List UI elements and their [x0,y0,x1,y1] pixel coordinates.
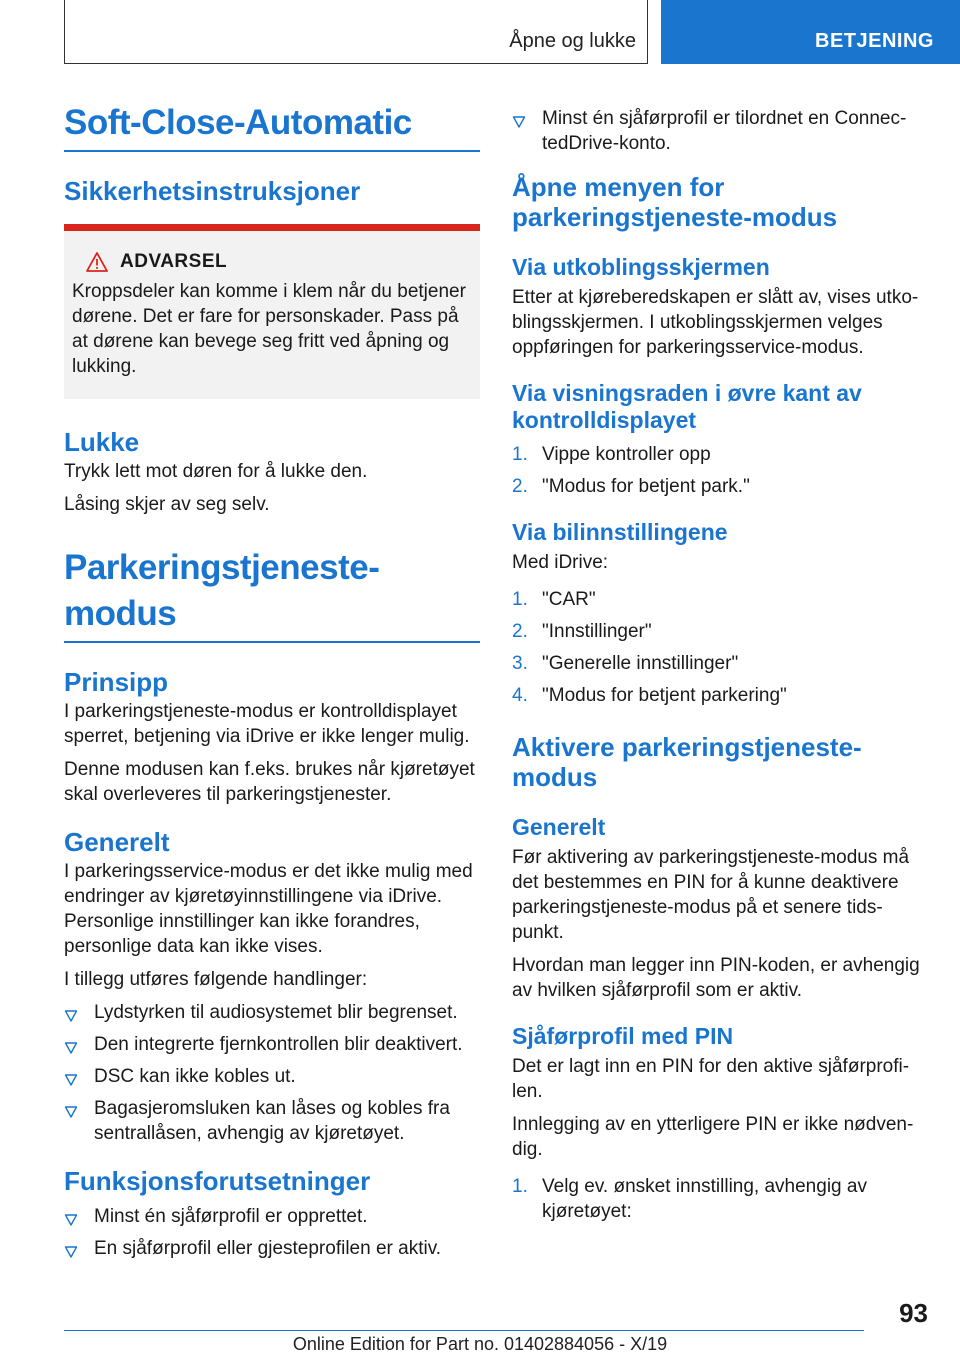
page-number: 93 [899,1298,928,1328]
warning-triangle-icon [86,252,108,272]
principle-paragraph-1: I parkeringstjeneste-modus er kontrolldisplayet sperret, betjening via iDrive er ikke lenger mulig. [64,701,470,747]
list-item [512,442,920,467]
principle-paragraph-2: Denne modusen kan f.eks. brukes når kjøretøyet skal overleveres til parkeringstjenester. [64,759,475,805]
step-number: 3. [512,653,528,674]
list-item [512,683,920,708]
activate-paragraph-1: Før aktivering av parkeringstjeneste-modus må det bestemmes en PIN for å kunne deaktivere parkeringstjeneste-modus på et senere tidspunkt. [512,847,910,943]
list-item-text: Den integrerte fjernkontrollen blir deaktivert. [94,1034,463,1055]
list-item-text: Minst én sjåførprofil er tilordnet en ConnectedDrive-konto. [542,108,907,154]
warning-title: ADVARSEL [120,251,228,272]
close-paragraph-1: Trykk lett mot døren for å lukke den. [64,461,368,482]
heading-via-shutdown: Via utkoblingsskjermen [512,254,770,280]
list-item [64,1236,480,1261]
heading-general-right: Generelt [512,814,606,840]
bullet-triangle-icon [64,1005,78,1019]
general-paragraph-1: I parkeringsservice-modus er det ikke mulig med endringer av kjøretøyinnstillingene via iDrive. Personlige innstillinger kan ikke forandres, personlige data kan ikke vises. [64,861,473,957]
heading-rule [64,641,480,643]
list-item [512,651,920,676]
list-item [512,474,920,499]
chapter-tab-label: BETJENING [815,30,934,52]
general-paragraph-2: I tillegg utføres følgende handlinger: [64,969,368,990]
list-item-text: "Modus for betjent park." [542,476,750,497]
pin-paragraph-2: Innlegging av en ytterligere PIN er ikke nødvendig. [512,1114,914,1160]
list-item [512,587,920,612]
step-number: 4. [512,685,528,706]
list-item [512,1174,920,1224]
footer-edition: Online Edition for Part no. 01402884056 - X/19 [292,1334,668,1354]
heading-close: Lukke [64,427,140,457]
bullet-triangle-icon [512,111,526,125]
list-item [64,1000,480,1025]
left-column [64,100,480,1261]
bullet-triangle-icon [64,1069,78,1083]
heading-via-settings: Via bilinnstillingene [512,519,728,545]
list-item-text: Bagasjeromsluken kan låses og kobles fra sentrallåsen, avhengig av kjøretøyet. [94,1098,450,1144]
list-item-text: "Modus for betjent parkering" [542,685,787,706]
settings-paragraph: Med iDrive: [512,552,609,573]
list-item [64,1204,480,1229]
general-list [64,1000,480,1146]
list-item-text: Lydstyrken til audiosystemet blir begrenset. [94,1002,458,1023]
close-paragraph-2: Låsing skjer av seg selv. [64,494,270,515]
list-item-text: Minst én sjåførprofil er opprettet. [94,1206,368,1227]
bullet-triangle-icon [64,1037,78,1051]
shutdown-paragraph: Etter at kjøreberedskapen er slått av, vises utkoblingsskjermen. I utkoblingsskjermen velges oppføringen for parkeringsservice-modus. [512,287,919,358]
heading-activate: Aktivere parkeringstjeneste-modus [512,732,862,792]
activate-paragraph-2: Hvordan man legger inn PIN-koden, er avhengig av hvilken sjåførprofil som er aktiv. [512,955,920,1001]
list-item-text: Velg ev. ønsket innstilling, avhengig av kjøretøyet: [542,1176,867,1222]
heading-soft-close: Soft-Close-Automatic [64,103,412,142]
footer-rule [64,1330,864,1331]
warning-box [64,224,480,399]
warning-text: Kroppsdeler kan komme i klem når du betjener dørene. Det er fare for personskader. Pass på at dørene kan bevege seg fritt ved åpning og lukking. [72,281,466,377]
list-item-text: DSC kan ikke kobles ut. [94,1066,296,1087]
heading-open-menu: Åpne menyen for parkeringstjeneste-modus [512,172,838,232]
heading-rule [64,150,480,152]
heading-parking-mode: Parkeringstjeneste-modus [64,548,380,633]
step-number: 2. [512,476,528,497]
step-number: 1. [512,1176,528,1197]
list-item-text: "CAR" [542,589,596,610]
list-item [64,1064,480,1089]
settings-steps [512,587,920,708]
bullet-triangle-icon [64,1209,78,1223]
statusbar-steps [512,442,920,499]
heading-safety: Sikkerhetsinstruksjoner [64,176,361,206]
list-item-text: "Innstillinger" [542,621,652,642]
heading-via-statusbar: Via visningsraden i øvre kant av kontrolldisplayet [512,380,862,433]
section-title: Åpne og lukke [509,30,636,52]
list-item [64,1032,480,1057]
prerequisites-list-continued [512,106,920,156]
list-item-text: En sjåførprofil eller gjesteprofilen er aktiv. [94,1238,442,1259]
bullet-triangle-icon [64,1101,78,1115]
step-number: 1. [512,444,528,465]
heading-profile-pin: Sjåførprofil med PIN [512,1023,734,1049]
heading-principle: Prinsipp [64,667,169,697]
pin-steps [512,1174,920,1224]
prerequisites-list [64,1204,480,1261]
list-item [512,619,920,644]
list-item-text: "Generelle innstillinger" [542,653,739,674]
pin-paragraph-1: Det er lagt inn en PIN for den aktive sjåførprofilen. [512,1056,910,1102]
list-item [64,1096,480,1146]
heading-general: Generelt [64,827,170,857]
list-item-text: Vippe kontroller opp [542,444,711,465]
chapter-tab[interactable] [661,0,960,64]
right-column [512,100,920,1224]
list-item [512,106,920,156]
bullet-triangle-icon [64,1241,78,1255]
step-number: 2. [512,621,528,642]
heading-prerequisites: Funksjonsforutsetninger [64,1166,371,1196]
step-number: 1. [512,589,528,610]
